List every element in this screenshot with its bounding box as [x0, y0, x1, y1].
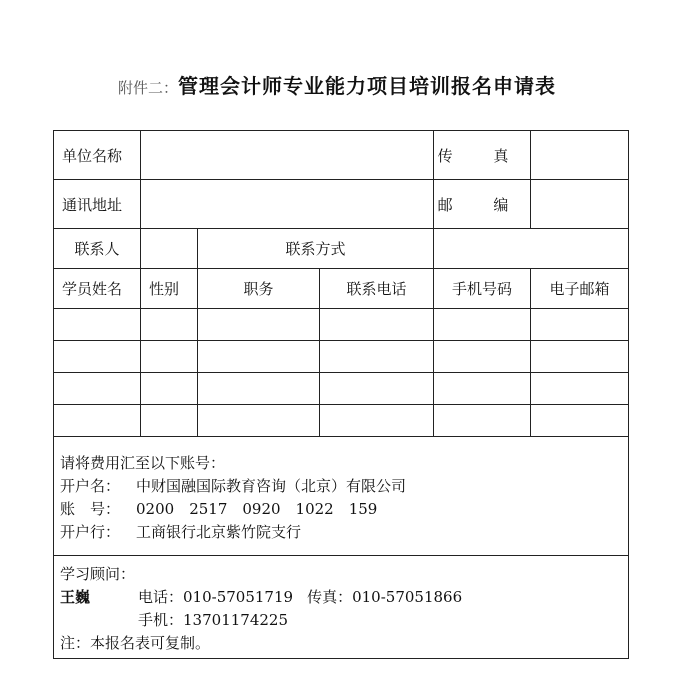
payment-heading: 请将费用汇至以下账号： — [60, 454, 226, 472]
student-row — [54, 373, 629, 405]
student-phone-cell[interactable] — [320, 373, 434, 405]
advisor-row — [54, 556, 629, 659]
student-name-cell[interactable] — [54, 405, 141, 437]
student-email-cell[interactable] — [531, 373, 629, 405]
registration-form-table — [53, 130, 629, 659]
address-field[interactable] — [141, 180, 434, 229]
account-holder-line: 开户名： 中财国融国际教育咨询（北京）有限公司 — [60, 475, 622, 498]
student-mobile-cell[interactable] — [434, 373, 531, 405]
student-row — [54, 341, 629, 373]
contact-row — [54, 229, 629, 269]
header-student-name: 学员姓名 — [54, 269, 141, 309]
student-phone-cell[interactable] — [320, 405, 434, 437]
student-gender-cell[interactable] — [141, 309, 198, 341]
student-phone-cell[interactable] — [320, 341, 434, 373]
payment-row — [54, 437, 629, 556]
header-mobile: 手机号码 — [434, 269, 531, 309]
bank-line: 开户行： 工商银行北京紫竹院支行 — [60, 521, 622, 544]
student-gender-cell[interactable] — [141, 373, 198, 405]
account-number-value: 0200 2517 0920 1022 159 — [136, 500, 378, 518]
attachment-prefix: 附件二： — [117, 79, 178, 97]
address-label: 通讯地址 — [54, 180, 141, 229]
student-gender-cell[interactable] — [141, 405, 198, 437]
payment-info — [54, 437, 629, 556]
account-number-line: 账 号： 0200 2517 0920 1022 159 — [60, 498, 622, 521]
advisor-mobile-value: 13701174225 — [183, 611, 288, 629]
advisor-fax-value: 010-57051866 — [352, 588, 463, 606]
student-email-cell[interactable] — [531, 309, 629, 341]
form-title — [0, 70, 674, 99]
student-mobile-cell[interactable] — [434, 341, 531, 373]
account-holder-value: 中财国融国际教育咨询（北京）有限公司 — [136, 477, 407, 495]
student-position-cell[interactable] — [198, 309, 320, 341]
header-email: 电子邮箱 — [531, 269, 629, 309]
student-gender-cell[interactable] — [141, 341, 198, 373]
student-position-cell[interactable] — [198, 341, 320, 373]
advisor-info — [54, 556, 629, 659]
form-note: 注：本报名表可复制。 — [60, 634, 211, 652]
advisor-mobile-line: 手机：13701174225 — [138, 611, 288, 629]
fax-label: 传 真 — [434, 131, 531, 180]
unit-row — [54, 131, 629, 180]
student-name-cell[interactable] — [54, 341, 141, 373]
student-name-cell[interactable] — [54, 373, 141, 405]
fax-field[interactable] — [531, 131, 629, 180]
contact-person-field[interactable] — [141, 229, 198, 269]
student-phone-cell[interactable] — [320, 309, 434, 341]
unit-name-label: 单位名称 — [54, 131, 141, 180]
address-row — [54, 180, 629, 229]
postcode-label: 邮 编 — [434, 180, 531, 229]
advisor-phone-line: 王巍 电话：010-57051719 传真：010-57051866 — [60, 586, 622, 609]
postcode-field[interactable] — [531, 180, 629, 229]
student-name-cell[interactable] — [54, 309, 141, 341]
student-row — [54, 405, 629, 437]
student-mobile-cell[interactable] — [434, 309, 531, 341]
student-email-cell[interactable] — [531, 405, 629, 437]
bank-value: 工商银行北京紫竹院支行 — [136, 523, 302, 541]
form-title-text: 管理会计师专业能力项目培训报名申请表 — [178, 74, 556, 98]
header-position: 职务 — [198, 269, 320, 309]
student-email-cell[interactable] — [531, 341, 629, 373]
student-position-cell[interactable] — [198, 373, 320, 405]
header-gender: 性别 — [141, 269, 198, 309]
unit-name-field[interactable] — [141, 131, 434, 180]
student-mobile-cell[interactable] — [434, 405, 531, 437]
student-row — [54, 309, 629, 341]
student-position-cell[interactable] — [198, 405, 320, 437]
advisor-heading: 学习顾问： — [60, 565, 136, 583]
contact-method-field[interactable] — [434, 229, 629, 269]
advisor-name: 王巍 — [60, 588, 91, 606]
advisor-phone-value: 010-57051719 — [183, 588, 294, 606]
contact-method-label: 联系方式 — [198, 229, 434, 269]
student-header-row — [54, 269, 629, 309]
header-phone: 联系电话 — [320, 269, 434, 309]
contact-person-label: 联系人 — [54, 229, 141, 269]
